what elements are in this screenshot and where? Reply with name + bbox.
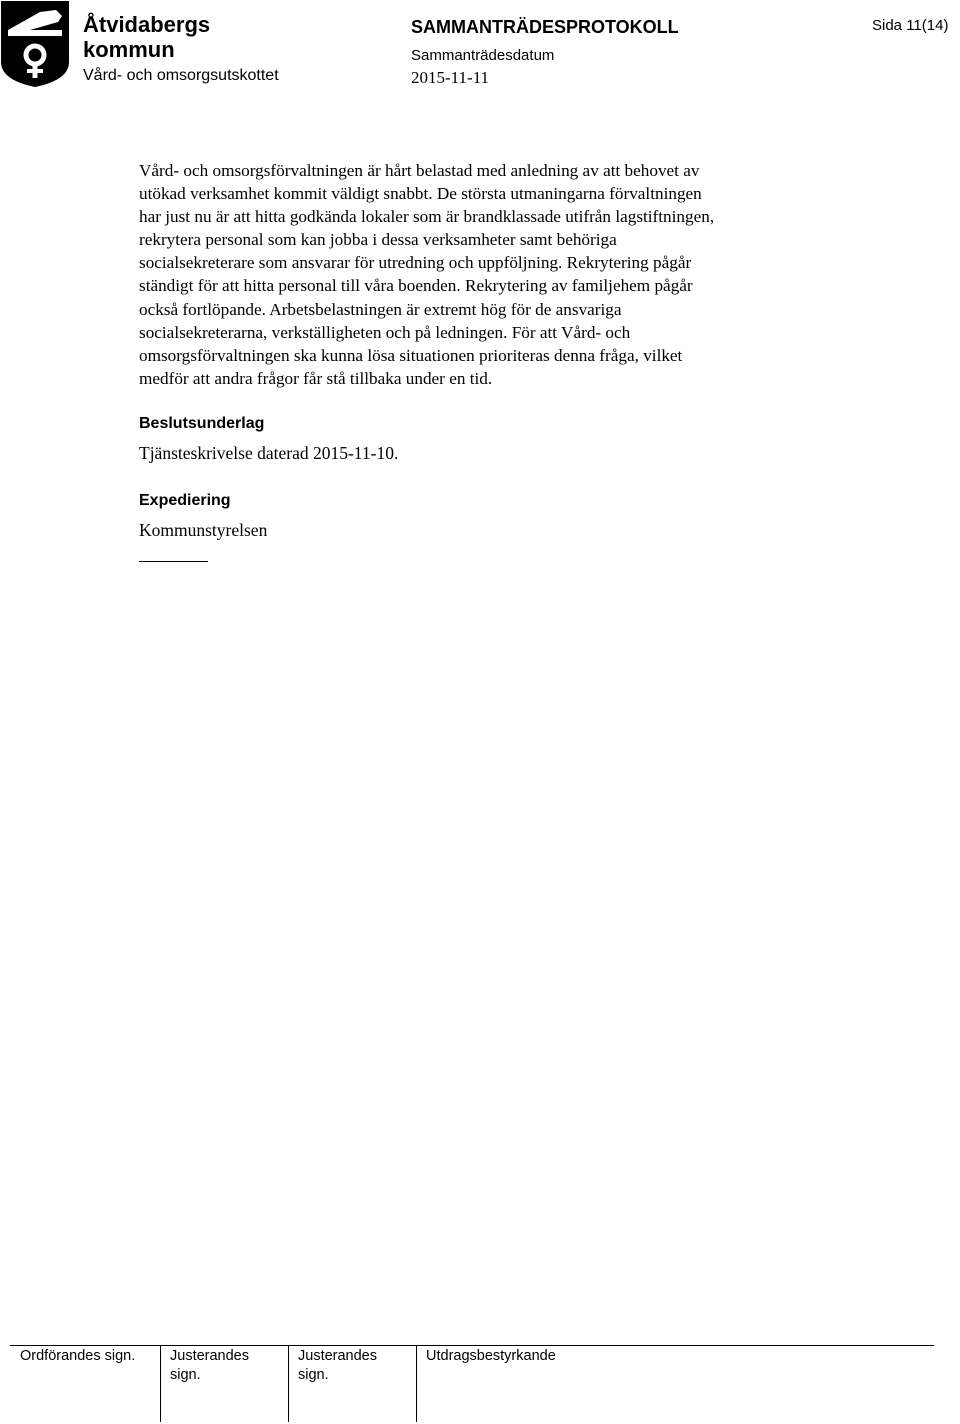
body-line: utökad verksamhet kommit väldigt snabbt. De största utmaningarna förvaltningen <box>139 184 702 204</box>
footer-divider <box>288 1345 289 1422</box>
municipality-logo <box>0 0 70 88</box>
expediering-heading: Expediering <box>139 492 231 509</box>
organization-name: Åtvidabergs <box>83 12 211 37</box>
body-line: omsorgsförvaltningen ska kunna lösa situationen prioriteras denna fråga, vilket <box>139 345 683 365</box>
beslutsunderlag-text: Tjänsteskrivelse daterad 2015-11-10. <box>139 443 399 463</box>
expediering-text: Kommunstyrelsen <box>139 520 268 540</box>
footer-adjuster-signature-1: Justerandes sign. <box>170 1348 249 1383</box>
footer-divider <box>416 1345 417 1422</box>
body-line: rekrytera personal som kan jobba i dessa verksamheter samt behöriga <box>139 230 617 250</box>
body-line: också fortlöpande. Arbetsbelastningen är extremt hög för de ansvariga <box>139 299 622 319</box>
body-line: socialsekreterarna, verkställigheten och på ledningen. För att Vård- och <box>139 322 631 342</box>
document-title: SAMMANTRÄDESPROTOKOLL <box>411 17 679 37</box>
meeting-date-label: Sammanträdesdatum <box>411 47 555 64</box>
committee-name: Vård- och omsorgsutskottet <box>83 67 279 84</box>
body-line: medför att andra frågor får stå tillbaka under en tid. <box>139 368 493 388</box>
body-paragraph <box>139 159 819 390</box>
footer-certification: Utdragsbestyrkande <box>426 1348 556 1364</box>
body-line: socialsekreterare som ansvarar för utredning och uppföljning. Rekrytering pågår <box>139 253 692 273</box>
meeting-date-value: 2015-11-11 <box>411 68 490 87</box>
footer-divider <box>160 1345 161 1422</box>
page-number: Sida 11(14) <box>872 17 949 34</box>
footer-adjuster-signature-2: Justerandes sign. <box>298 1348 377 1383</box>
body-line: ständigt för att hitta personal till våra boenden. Rekrytering av familjehem pågår <box>139 276 693 296</box>
separator-rule <box>139 561 208 562</box>
body-line: Vård- och omsorgsförvaltningen är hårt belastad med anledning av att behovet av <box>139 161 700 180</box>
footer-chair-signature: Ordförandes sign. <box>20 1348 136 1364</box>
footer-rule <box>10 1345 934 1346</box>
organization-type: kommun <box>83 37 175 62</box>
beslutsunderlag-heading: Beslutsunderlag <box>139 415 265 432</box>
body-line: har just nu är att hitta godkända lokaler som är brandklassade utifrån lagstiftningen, <box>139 207 715 227</box>
